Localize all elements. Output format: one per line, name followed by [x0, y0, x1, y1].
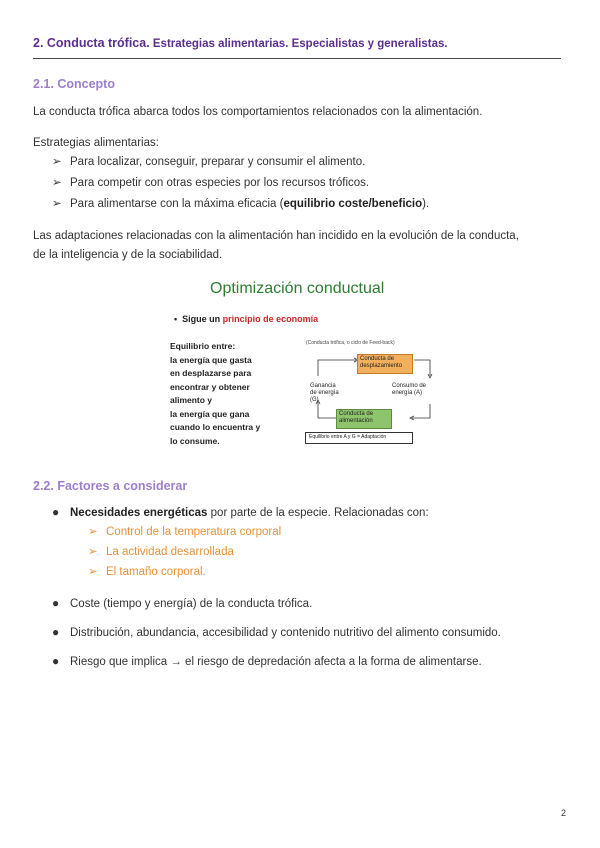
sub-factor-item: ➢ El tamaño corporal.: [88, 563, 206, 582]
factor-item: ● Coste (tiempo y energía) de la conducta trófica.: [52, 594, 312, 614]
box-feeding: Conducta de alimentación: [336, 409, 392, 429]
bullet-dot-icon: ●: [52, 654, 60, 668]
figure-bullet: • Sigue un principio de economía: [174, 314, 319, 324]
equilibrium-text: Equilibrio entre: la energía que gasta en desplazarse para encontrar y obtener alimento y la energía que gana cuando lo encuentra y lo consume.: [170, 341, 261, 446]
cycle-caption: (Conducta trófica, o ciclo de Feed-back): [306, 340, 395, 346]
strategies-label: Estrategias alimentarias:: [33, 137, 159, 149]
optimization-figure: [164, 276, 444, 456]
arrow-bullet-icon: ➢: [88, 546, 98, 558]
strategy-item: ➢ Para localizar, conseguir, preparar y consumir el alimento.: [52, 153, 365, 172]
arrow-bullet-icon: ➢: [52, 177, 62, 189]
cycle-arrow-down: [412, 404, 430, 418]
heading-number: 2. Conducta trófica.: [33, 36, 150, 50]
adaptations-line: Las adaptaciones relacionadas con la alimentación han incidido en la evolución de la conducta,: [33, 230, 519, 242]
figure-title: Optimización conductual: [210, 280, 385, 297]
arrow-bullet-icon: ➢: [88, 526, 98, 538]
box-energy-consumption: Consumo de energía (A): [390, 382, 432, 400]
strategy-emphasis: equilibrio coste/beneficio: [283, 198, 423, 210]
page-number: 2: [560, 808, 566, 818]
factor-item: ● Riesgo que implica → el riesgo de depredación afecta a la forma de alimentarse.: [52, 652, 482, 672]
bullet-dot-icon: ●: [52, 596, 60, 610]
cycle-arrow-right: [414, 360, 430, 376]
bullet-dot-icon: •: [174, 314, 183, 324]
factor-emphasis: Necesidades energéticas: [70, 507, 208, 519]
strategy-item: ➢ Para competir con otras especies por los recursos tróficos.: [52, 174, 369, 193]
bullet-dot-icon: ●: [52, 625, 60, 639]
box-adaptation: Equilibrio entre A y G = Adaptación: [305, 432, 413, 444]
page-heading: [33, 36, 573, 50]
concepto-intro: La conducta trófica abarca todos los comportamientos relacionados con la alimentación.: [33, 106, 483, 118]
arrow-bullet-icon: ➢: [88, 566, 98, 578]
heading-rule: [33, 58, 561, 59]
sub-factor-item: ➢ Control de la temperatura corporal: [88, 523, 281, 542]
strategy-item: ➢ Para alimentarse con la máxima eficacia (equilibrio coste/beneficio).: [52, 195, 429, 214]
figure-bullet-highlight: principio de economía: [222, 314, 319, 324]
arrow-bullet-icon: ➢: [52, 156, 62, 168]
bullet-dot-icon: ●: [52, 505, 60, 519]
box-energy-gain: Ganancia de energía (G): [308, 382, 346, 400]
section-title-factores: 2.2. Factores a considerar: [33, 479, 188, 493]
heading-rest: Estrategias alimentarias. Especialistas y generalistas.: [152, 38, 448, 50]
box-displacement: Conducta de desplazamiento: [357, 354, 413, 374]
cycle-arrow-up: [318, 360, 356, 376]
factor-item: ● Distribución, abundancia, accesibilidad y contenido nutritivo del alimento consumido.: [52, 623, 501, 643]
arrow-bullet-icon: ➢: [52, 198, 62, 210]
sub-factor-item: ➢ La actividad desarrollada: [88, 543, 234, 562]
section-title-concepto: 2.1. Concepto: [33, 77, 115, 91]
adaptations-line: de la inteligencia y de la sociabilidad.: [33, 249, 223, 261]
factor-item: ● Necesidades energéticas por parte de la especie. Relacionadas con:: [52, 503, 429, 523]
